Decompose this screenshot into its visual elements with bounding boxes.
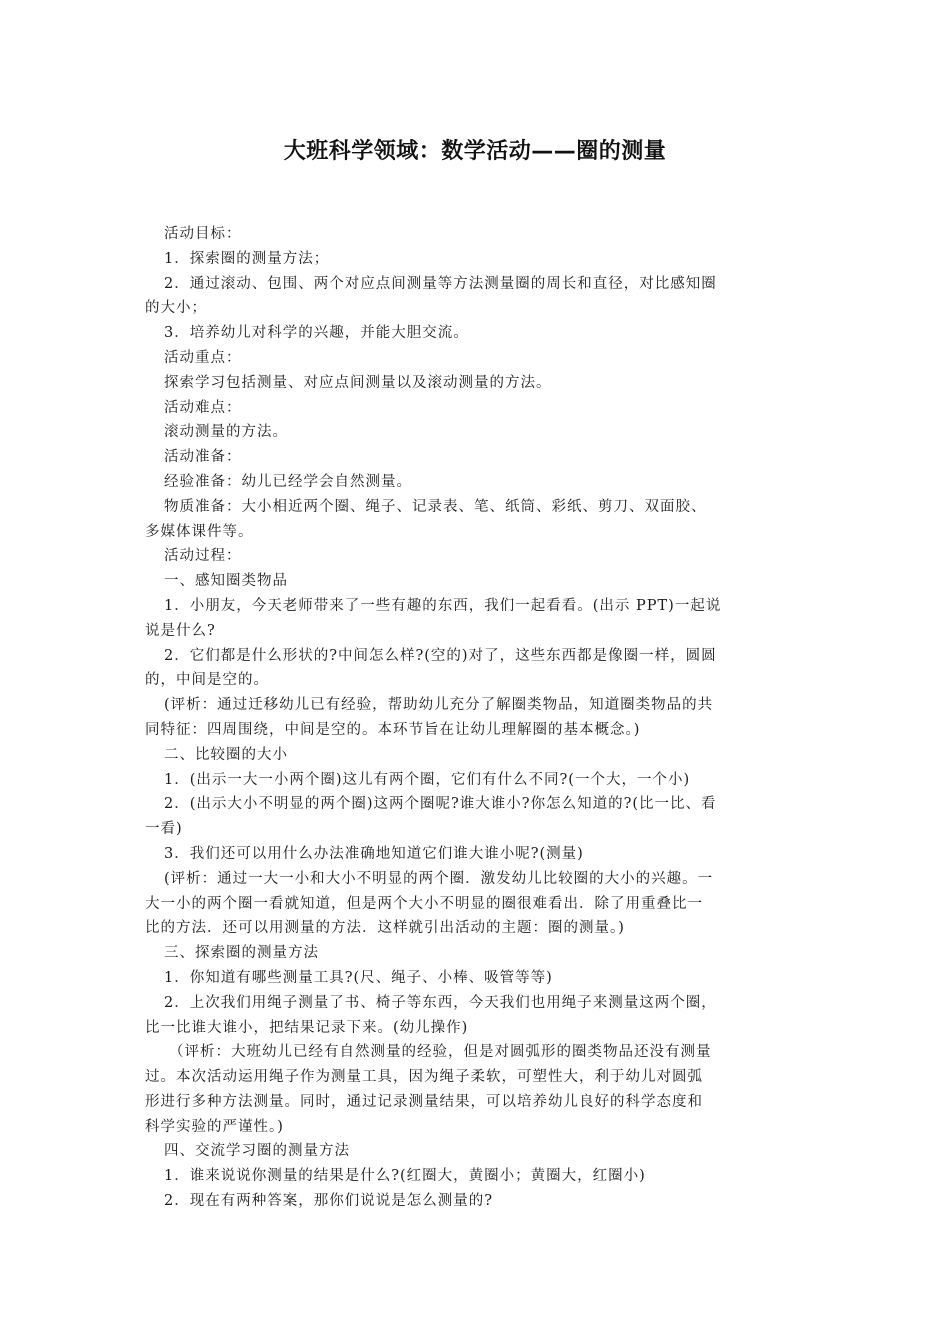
body-line: 2．它们都是什么形状的?中间怎么样?(空的)对了，这些东西都是像圈一样，圆圆 bbox=[164, 647, 717, 664]
body-line: 说是什么? bbox=[145, 622, 216, 639]
body-line: 活动重点： bbox=[164, 349, 242, 366]
body-line: 2．通过滚动、包围、两个对应点间测量等方法测量圈的周长和直径，对比感知圈 bbox=[164, 275, 717, 292]
body-line: 一、感知圈类物品 bbox=[164, 573, 288, 590]
body-line: 1．你知道有哪些测量工具?(尺、绳子、小棒、吸管等等) bbox=[164, 969, 553, 986]
body-line: 多媒体课件等。 bbox=[145, 523, 254, 540]
body-line: 活动准备： bbox=[164, 449, 242, 466]
body-line: 探索学习包括测量、对应点间测量以及滚动测量的方法。 bbox=[164, 374, 552, 391]
document-title: 大班科学领域：数学活动——圈的测量 bbox=[283, 139, 667, 164]
body-line: 1．探索圈的测量方法； bbox=[164, 250, 330, 267]
body-line: 过。本次活动运用绳子作为测量工具，因为绳子柔软，可塑性大，利于幼儿对圆弧 bbox=[145, 1069, 703, 1086]
body-line: (评析：通过迁移幼儿已有经验，帮助幼儿充分了解圈类物品，知道圈类物品的共 bbox=[164, 697, 714, 714]
body-line: 的，中间是空的。 bbox=[145, 672, 269, 689]
body-line: 比一比谁大谁小，把结果记录下来。(幼儿操作) bbox=[145, 1019, 469, 1036]
body-line: 的大小； bbox=[145, 300, 207, 317]
body-line: 2．现在有两种答案，那你们说说是怎么测量的? bbox=[164, 1193, 493, 1210]
body-line: (评析：通过一大一小和大小不明显的两个圈．激发幼儿比较圈的大小的兴趣。一 bbox=[164, 870, 714, 887]
body-line: 活动目标： bbox=[164, 226, 242, 242]
body-line: 三、探索圈的测量方法 bbox=[164, 945, 319, 962]
body-line: 3．我们还可以用什么办法准确地知道它们谁大谁小呢?(测量) bbox=[164, 845, 584, 862]
body-line: 比的方法．还可以用测量的方法．这样就引出活动的主题：圈的测量。) bbox=[145, 920, 625, 937]
body-line: 滚动测量的方法。 bbox=[164, 424, 288, 441]
body-line: 科学实验的严谨性。) bbox=[145, 1118, 284, 1135]
body-line: 大一小的两个圈一看就知道，但是两个大小不明显的圈很难看出．除了用重叠比一 bbox=[145, 895, 703, 912]
body-line: 1．小朋友，今天老师带来了一些有趣的东西，我们一起看看。(出示 PPT)一起说 bbox=[164, 597, 722, 614]
body-line: 同特征：四周围绕，中间是空的。本环节旨在让幼儿理解圈的基本概念。) bbox=[145, 721, 641, 738]
body-line: 物质准备：大小相近两个圈、绳子、记录表、笔、纸筒、彩纸、剪刀、双面胶、 bbox=[164, 498, 707, 515]
document-body bbox=[145, 222, 805, 1214]
body-line: 3．培养幼儿对科学的兴趣，并能大胆交流。 bbox=[164, 325, 469, 342]
body-line: 四、交流学习圈的测量方法 bbox=[164, 1143, 350, 1160]
body-line: 2．(出示大小不明显的两个圈)这两个圈呢?谁大谁小?你怎么知道的?(比一比、看 bbox=[164, 796, 717, 813]
body-line: 1．(出示一大一小两个圈)这儿有两个圈，它们有什么不同?(一个大，一个小) bbox=[164, 771, 691, 788]
body-line: 1．谁来说说你测量的结果是什么?(红圈大，黄圈小；黄圈大，红圈小) bbox=[164, 1168, 646, 1185]
body-line: 活动难点： bbox=[164, 399, 242, 416]
body-line: 形进行多种方法测量。同时，通过记录测量结果，可以培养幼儿良好的科学态度和 bbox=[145, 1093, 703, 1110]
body-line: 经验准备：幼儿已经学会自然测量。 bbox=[164, 473, 412, 490]
body-line: 一看) bbox=[145, 821, 183, 838]
body-line: 二、比较圈的大小 bbox=[164, 746, 288, 763]
body-line: （评析：大班幼儿已经有自然测量的经验，但是对圆弧形的圈类物品还没有测量 bbox=[169, 1044, 712, 1061]
body-line: 2．上次我们用绳子测量了书、椅子等东西，今天我们也用绳子来测量这两个圈， bbox=[164, 994, 717, 1011]
body-line: 活动过程： bbox=[164, 548, 242, 565]
